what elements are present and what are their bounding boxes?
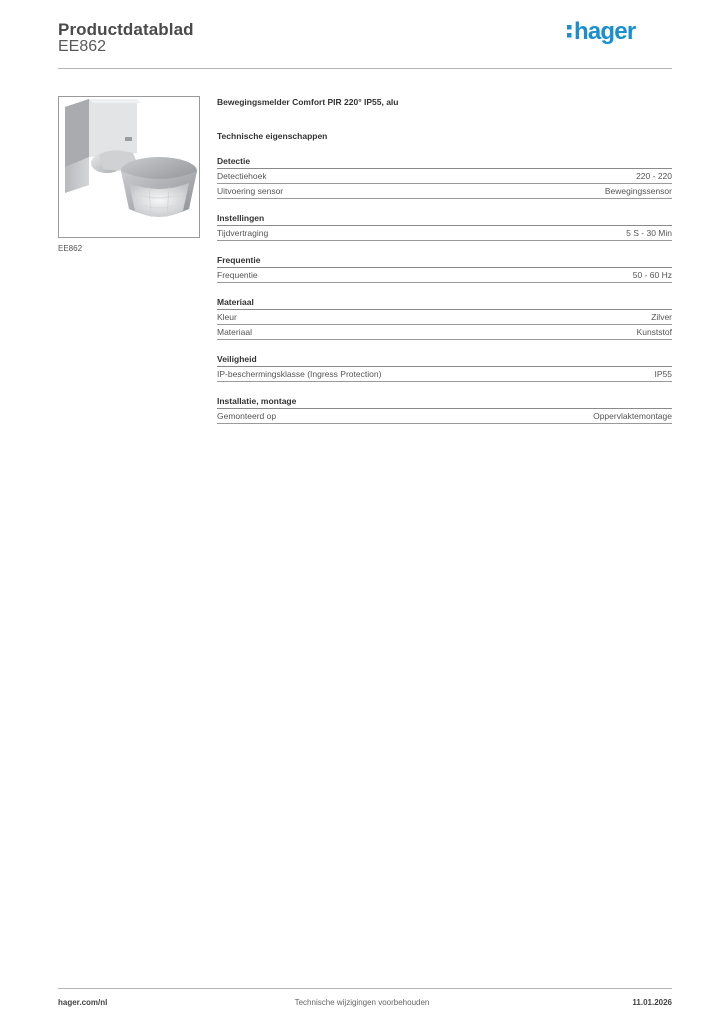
spec-label: Tijdvertraging — [217, 228, 269, 238]
footer-divider — [58, 988, 672, 989]
spec-value: 5 S - 30 Min — [626, 228, 672, 238]
spec-label: Uitvoering sensor — [217, 186, 284, 196]
spec-row — [217, 325, 672, 340]
spec-row — [217, 226, 672, 241]
spec-label: Frequentie — [217, 270, 258, 280]
spec-row — [217, 169, 672, 184]
spec-label: IP-beschermingsklasse (Ingress Protection) — [217, 369, 382, 379]
spec-label: Materiaal — [217, 327, 252, 337]
section-title: Detectie — [217, 156, 672, 169]
section-installatie-montage — [217, 396, 672, 424]
footer-website-link[interactable]: hager.com/nl — [58, 998, 108, 1007]
image-caption: EE862 — [58, 244, 83, 253]
section-title: Materiaal — [217, 297, 672, 310]
hager-logo — [566, 14, 658, 48]
spec-row — [217, 367, 672, 382]
product-code: EE862 — [58, 38, 107, 55]
spec-row — [217, 409, 672, 424]
spec-label: Kleur — [217, 312, 237, 322]
logo-text: hager — [574, 18, 636, 45]
spec-value: 220 - 220 — [636, 171, 672, 181]
spec-value: Bewegingssensor — [604, 186, 672, 196]
section-materiaal — [217, 297, 672, 340]
motion-detector-image — [58, 96, 200, 238]
section-title: Instellingen — [217, 213, 672, 226]
spec-row — [217, 184, 672, 199]
spec-label: Gemonteerd op — [217, 411, 277, 421]
page-title: Productdatablad — [58, 20, 194, 39]
spec-sheet — [217, 96, 672, 424]
footer-notice: Technische wijzigingen voorbehouden — [294, 998, 430, 1007]
section-title: Frequentie — [217, 255, 672, 268]
section-title: Installatie, montage — [217, 396, 672, 409]
section-instellingen — [217, 213, 672, 241]
section-title: Veiligheid — [217, 354, 672, 367]
product-title: Bewegingsmelder Comfort PIR 220° IP55, alu — [217, 97, 399, 107]
spec-label: Detectiehoek — [217, 171, 267, 181]
spec-value: 50 - 60 Hz — [632, 270, 672, 280]
spec-value: Oppervlaktemontage — [593, 411, 672, 421]
spec-row — [217, 268, 672, 283]
section-veiligheid — [217, 354, 672, 382]
spec-value: Zilver — [651, 312, 672, 322]
spec-row — [217, 310, 672, 325]
technical-properties-heading: Technische eigenschappen — [217, 131, 328, 141]
header-divider — [58, 68, 672, 69]
footer-date: 11.01.2026 — [632, 998, 672, 1007]
section-frequentie — [217, 255, 672, 283]
spec-value: IP55 — [654, 369, 672, 379]
section-detectie — [217, 156, 672, 199]
spec-value: Kunststof — [636, 327, 672, 337]
